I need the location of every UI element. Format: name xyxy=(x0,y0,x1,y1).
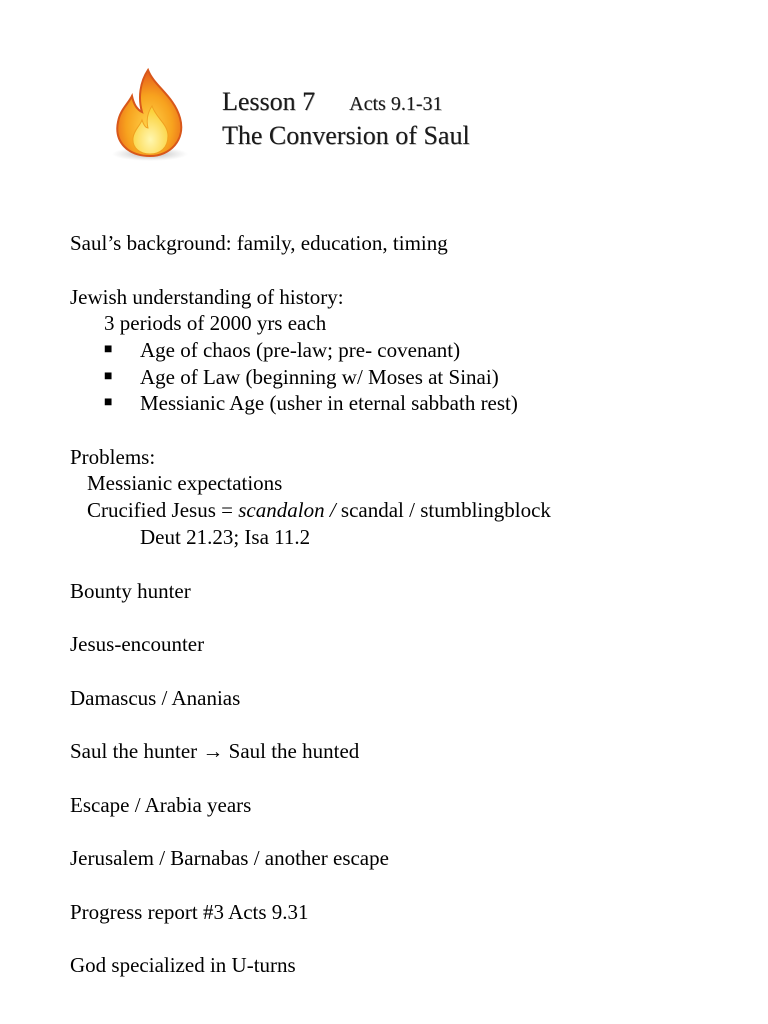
bullet-item: Age of Law (beginning w/ Moses at Sinai) xyxy=(140,365,499,389)
messianic-expectations-line: Messianic expectations xyxy=(87,471,283,495)
deut-reference-line: Deut 21.23; Isa 11.2 xyxy=(140,525,311,549)
periods-line: 3 periods of 2000 yrs each xyxy=(104,311,327,335)
lesson-number: Lesson 7 xyxy=(222,87,316,116)
u-turns-line: God specialized in U-turns xyxy=(70,953,296,977)
right-arrow-icon: → xyxy=(202,739,224,763)
problems-heading: Problems: xyxy=(70,445,156,469)
jerusalem-line: Jerusalem / Barnabas / another escape xyxy=(70,846,389,870)
progress-report-line: Progress report #3 Acts 9.31 xyxy=(70,900,309,924)
bounty-hunter-line: Bounty hunter xyxy=(70,579,191,603)
scripture-reference: Acts 9.1-31 xyxy=(349,93,443,115)
bullet-marker: ■ xyxy=(104,342,113,357)
bullet-item: Messianic Age (usher in eternal sabbath rest) xyxy=(140,391,518,415)
bullet-item: Age of chaos (pre-law; pre- covenant) xyxy=(140,338,461,362)
scandalon-italic: scandalon / xyxy=(238,498,336,522)
bullet-marker: ■ xyxy=(104,395,113,410)
lesson-title: The Conversion of Saul xyxy=(222,121,470,150)
flame-icon xyxy=(108,66,192,166)
jewish-understanding-heading: Jewish understanding of history: xyxy=(70,285,344,309)
crucified-suffix: scandal / stumblingblock xyxy=(335,498,551,522)
crucified-jesus-line xyxy=(87,497,551,523)
hunter-hunted-line xyxy=(70,738,359,764)
saul-background-line: Saul’s background: family, education, timing xyxy=(70,231,448,255)
escape-arabia-line: Escape / Arabia years xyxy=(70,793,252,817)
bullet-marker: ■ xyxy=(104,369,113,384)
jesus-encounter-line: Jesus-encounter xyxy=(70,632,205,656)
header-line-lesson xyxy=(222,86,470,120)
damascus-line: Damascus / Ananias xyxy=(70,686,241,710)
document-header xyxy=(222,86,470,152)
crucified-prefix: Crucified Jesus = xyxy=(87,498,239,522)
hunted-text: Saul the hunted xyxy=(228,739,360,763)
hunter-text: Saul the hunter xyxy=(70,739,198,763)
